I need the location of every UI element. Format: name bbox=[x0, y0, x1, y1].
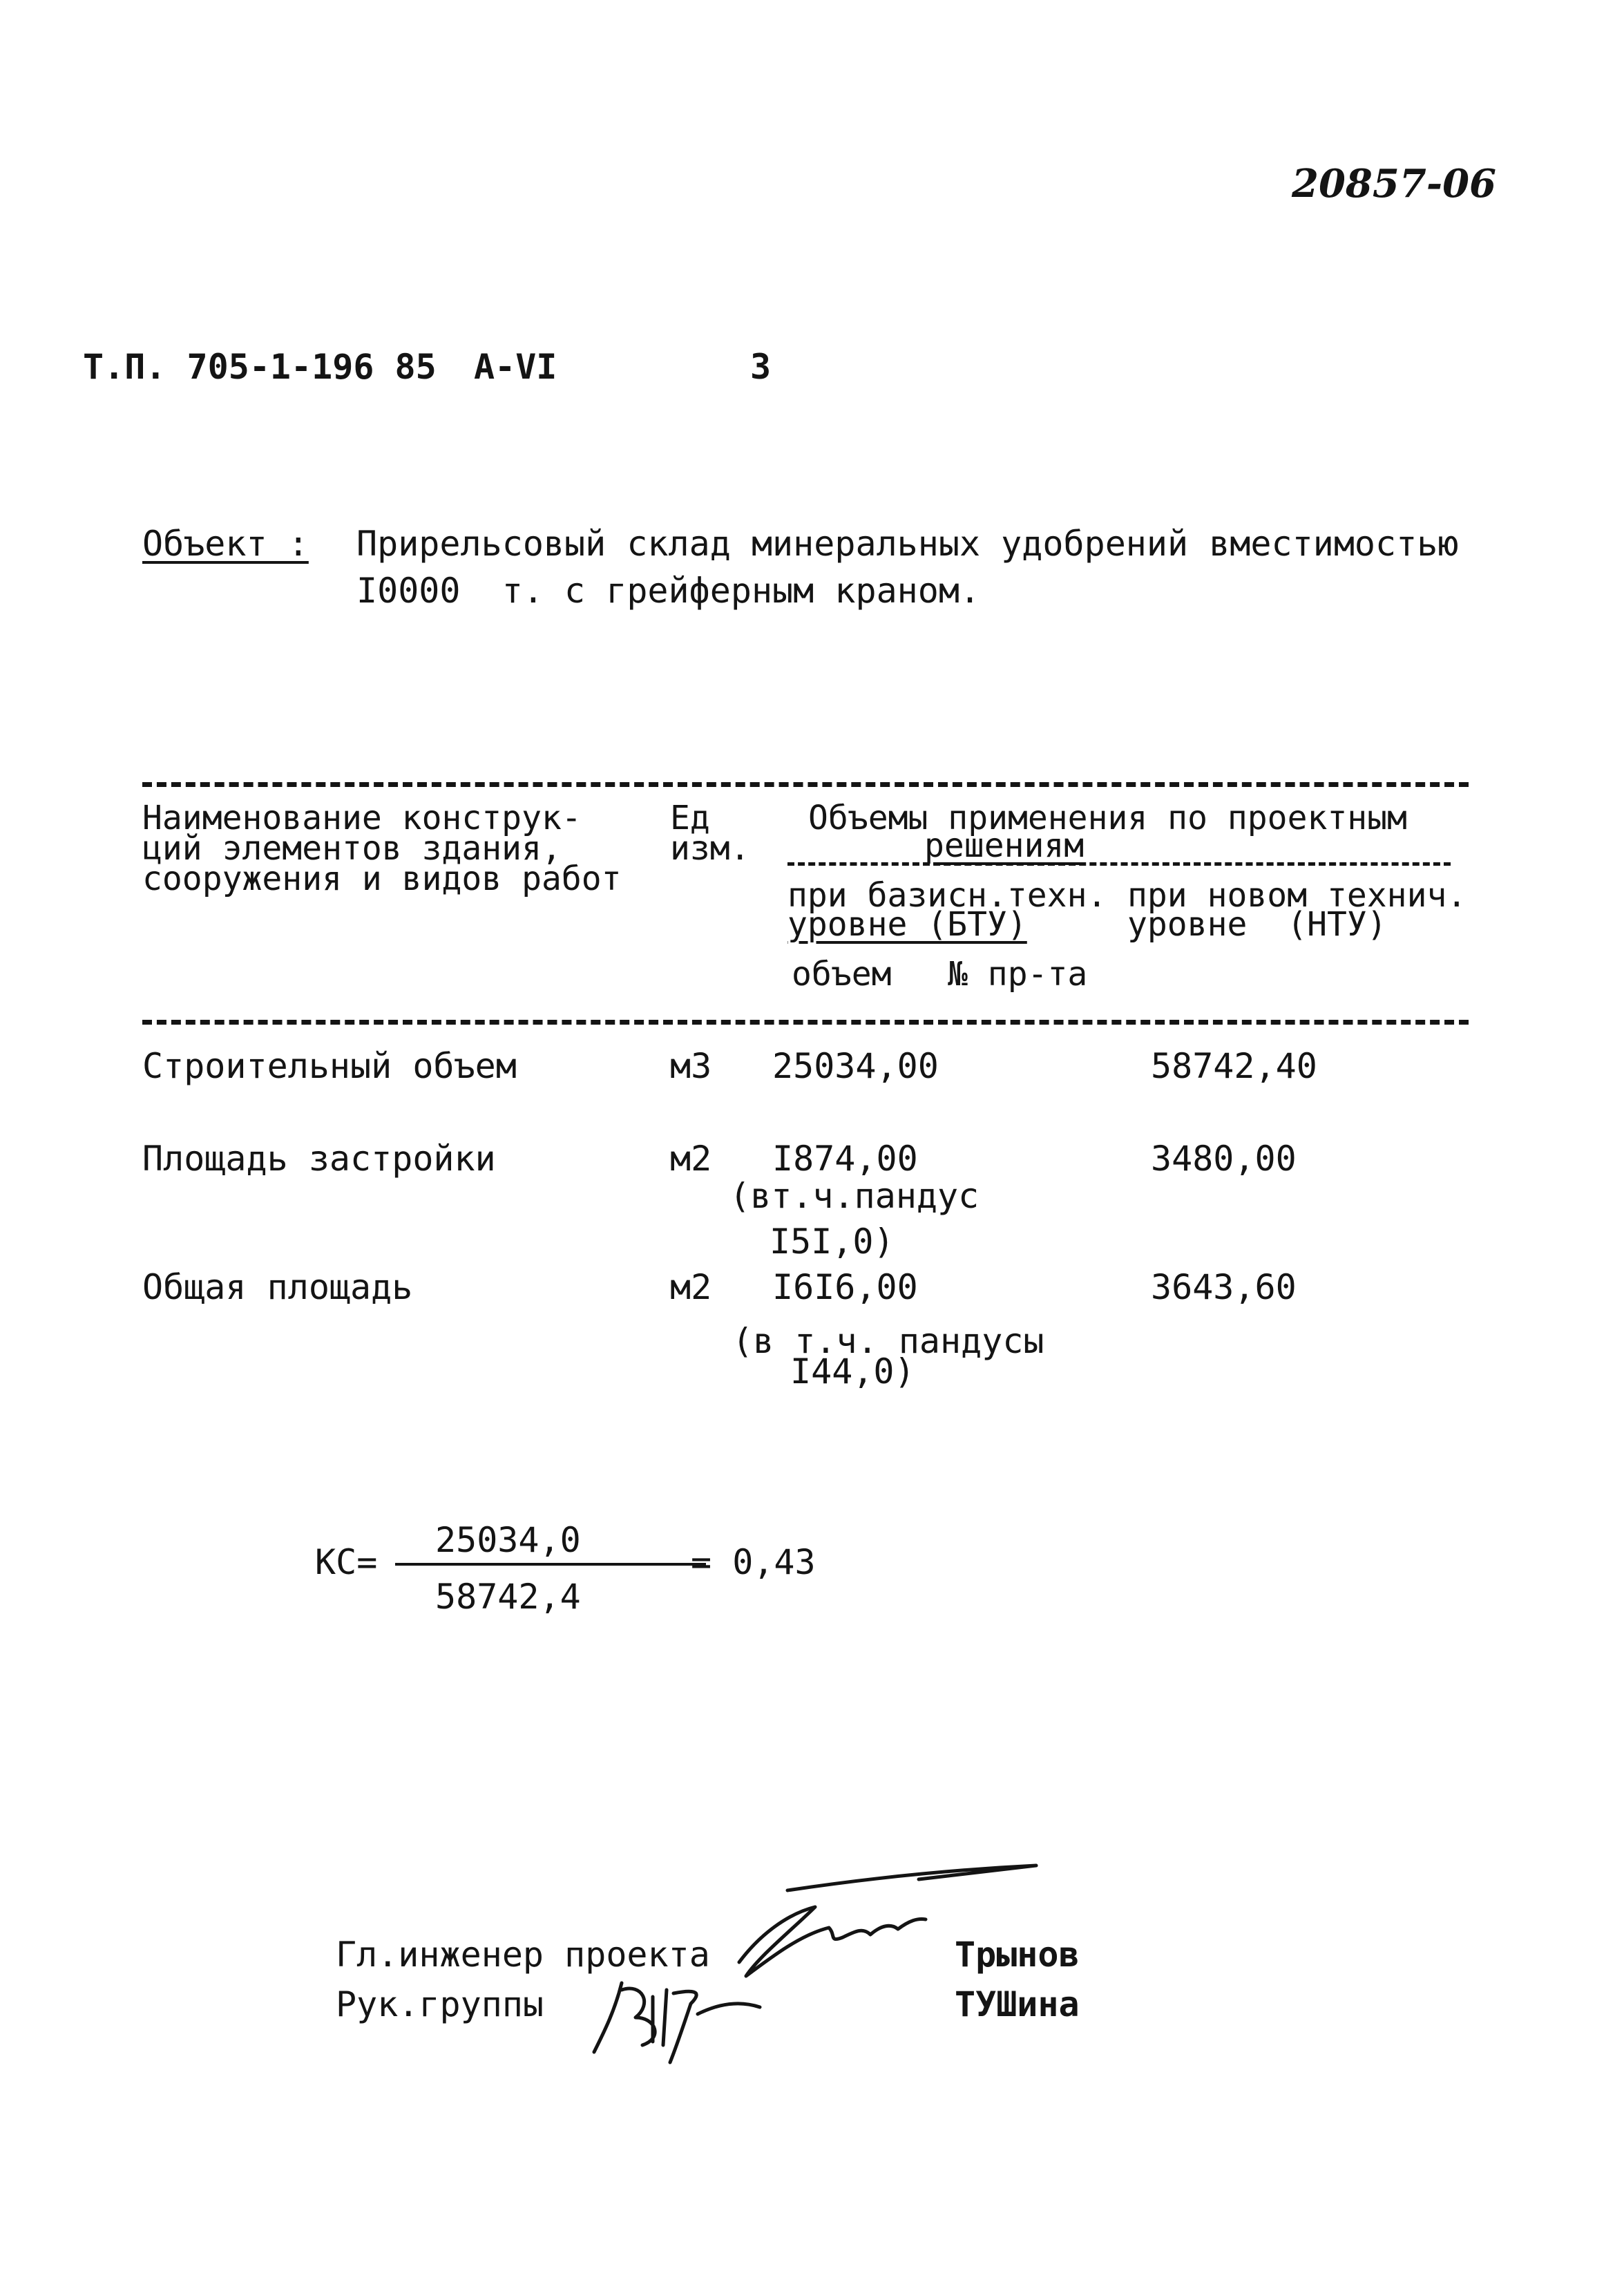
formula-label: КС= bbox=[315, 1542, 378, 1582]
row-btu-note-value: I44,0) bbox=[790, 1351, 915, 1392]
row-ntu-value: 3643,60 bbox=[1151, 1267, 1297, 1307]
header-btu-line2: уровне (БТУ) bbox=[787, 905, 1027, 944]
row-btu-note-value: I5I,0) bbox=[770, 1222, 895, 1262]
object-label: Объект : bbox=[142, 524, 309, 564]
header-name-line1: Наименование конструк- bbox=[142, 799, 582, 837]
document-code: Т.П. 705-1-196 85 bbox=[83, 347, 437, 387]
album-number: А-VI bbox=[474, 347, 557, 387]
header-volumes-line1: Объемы применения по проектным bbox=[808, 799, 1407, 837]
row-name: Строительный объем bbox=[142, 1046, 517, 1086]
header-sub-volume: объем bbox=[792, 955, 892, 994]
row-unit: м2 bbox=[670, 1267, 712, 1307]
header-volumes-line2: решениям bbox=[924, 826, 1085, 865]
row-btu-value: I874,00 bbox=[772, 1139, 918, 1179]
header-name-line2: ций элементов здания, bbox=[142, 829, 562, 868]
header-unit-line1: Ед bbox=[670, 799, 710, 837]
header-ntu-line2: уровне (НТУ) bbox=[1127, 905, 1387, 944]
row-unit: м3 bbox=[670, 1046, 712, 1086]
signature-name-chief-engineer: Трынов bbox=[955, 1935, 1080, 1975]
row-btu-value: 25034,00 bbox=[772, 1046, 939, 1086]
signature-role-group-lead: Рук.группы bbox=[336, 1984, 544, 2024]
signature-name-group-lead: ТУШина bbox=[955, 1984, 1080, 2024]
object-text-line2: I0000 т. с грейферным краном. bbox=[356, 571, 981, 611]
archive-number: 20857-06 bbox=[1292, 161, 1496, 207]
formula-result: = 0,43 bbox=[691, 1542, 816, 1582]
page-number: 3 bbox=[750, 347, 772, 387]
header-ntu-line1: при новом технич. bbox=[1127, 876, 1467, 915]
header-btu-line1: при базисн.техн. bbox=[787, 876, 1107, 915]
row-btu-value: I6I6,00 bbox=[772, 1267, 918, 1307]
object-text-line1: Прирельсовый склад минеральных удобрений вместимостью bbox=[356, 524, 1459, 564]
formula-numerator: 25034,0 bbox=[435, 1520, 581, 1560]
header-unit-line2: изм. bbox=[670, 829, 750, 868]
row-btu-note: (в т.ч. пандусы bbox=[732, 1321, 1044, 1361]
row-unit: м2 bbox=[670, 1139, 712, 1179]
row-ntu-value: 58742,40 bbox=[1151, 1046, 1317, 1086]
row-name: Общая площадь bbox=[142, 1267, 413, 1307]
row-name: Площадь застройки bbox=[142, 1139, 496, 1179]
signature-role-chief-engineer: Гл.инженер проекта bbox=[336, 1935, 710, 1975]
row-ntu-value: 3480,00 bbox=[1151, 1139, 1297, 1179]
row-btu-note: (вт.ч.пандус bbox=[729, 1176, 980, 1216]
header-sub-project: № пр-та bbox=[948, 955, 1088, 994]
formula-denominator: 58742,4 bbox=[435, 1577, 581, 1617]
header-name-line3: сооружения и видов работ bbox=[142, 860, 622, 898]
